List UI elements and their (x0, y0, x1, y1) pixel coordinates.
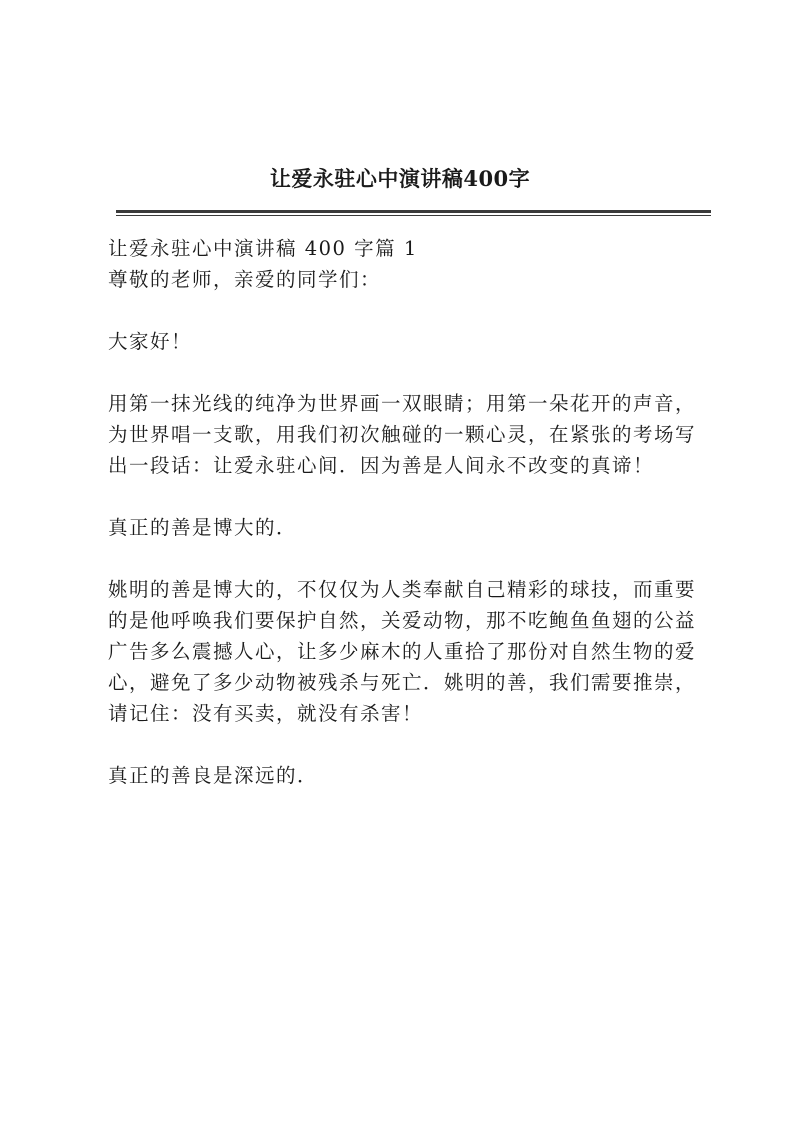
blank-line (108, 543, 708, 574)
salutation: 尊敬的老师，亲爱的同学们： (108, 268, 382, 291)
document-body (108, 233, 708, 791)
document-title: 让爱永驻心中演讲稿400字 (269, 166, 531, 191)
title-underline-thick (116, 210, 711, 213)
greeting: 大家好！ (108, 330, 193, 353)
title-underline-thin (116, 215, 711, 216)
paragraph-line: 真正的善是博大的． (108, 516, 298, 539)
paragraph-line: 心，避免了多少动物被残杀与死亡．姚明的善，我们需要推崇， (108, 671, 697, 694)
blank-line (108, 357, 708, 388)
paragraph-line: 出一段话：让爱永驻心间．因为善是人间永不改变的真谛！ (108, 454, 655, 477)
blank-line (108, 295, 708, 326)
blank-line (108, 481, 708, 512)
blank-line (108, 729, 708, 760)
paragraph-line: 真正的善良是深远的． (108, 764, 319, 787)
paragraph-line: 广告多么震撼人心，让多少麻木的人重拾了那份对自然生物的爱 (108, 640, 697, 663)
paragraph-line: 用第一抹光线的纯净为世界画一双眼睛；用第一朵花开的声音， (108, 392, 697, 415)
paragraph-line: 的是他呼唤我们要保护自然，关爱动物，那不吃鲍鱼鱼翅的公益 (108, 609, 697, 632)
section-heading: 让爱永驻心中演讲稿 400 字篇 1 (108, 237, 418, 260)
paragraph-line: 请记住：没有买卖，就没有杀害！ (108, 702, 424, 725)
paragraph-line: 姚明的善是博大的，不仅仅为人类奉献自己精彩的球技，而重要 (108, 578, 697, 601)
paragraph-line: 为世界唱一支歌，用我们初次触碰的一颗心灵，在紧张的考场写 (108, 423, 697, 446)
